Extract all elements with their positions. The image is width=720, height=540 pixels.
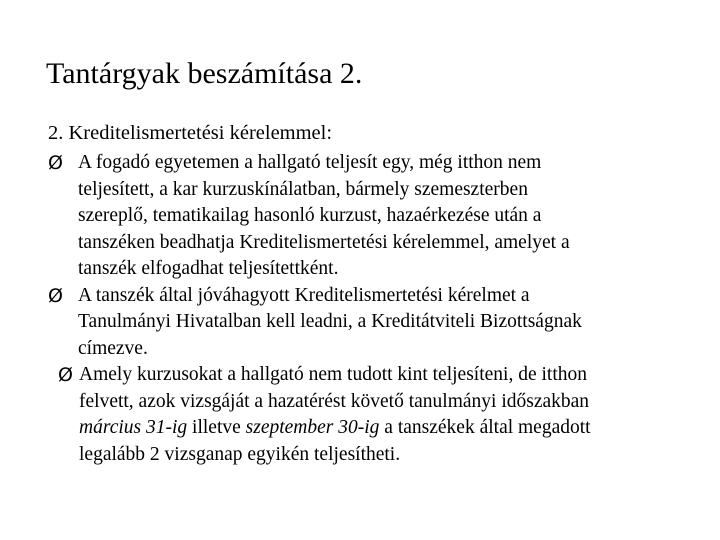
bullet-list	[46, 150, 696, 468]
bullet-item	[46, 362, 696, 468]
section-heading: 2. Kreditelismertetési kérelemmel:	[48, 122, 333, 144]
bullet-text-line: tanszék elfogadhat teljesítettként.	[78, 258, 339, 279]
bullet-text-rest: a tanszékek által megadott	[379, 417, 591, 438]
bullet-text-line: címezve.	[78, 337, 148, 359]
bullet-text-line: felvett, azok vizsgáját a hazatérést követő tanulmányi időszakban	[79, 390, 590, 412]
bullet-text-line: legalább 2 vizsganap egyikén teljesítheti.	[79, 443, 401, 465]
connector-text: illetve	[187, 417, 246, 438]
deadline-spring: március 31-ig	[79, 417, 188, 438]
arrow-right-icon: Ø	[48, 284, 63, 307]
bullet-text-line: szereplő, tematikailag hasonló kurzust, hazaérkezése után a	[78, 205, 542, 226]
arrow-right-icon: Ø	[58, 364, 73, 386]
bullet-text-line: A tanszék által jóváhagyott Kreditelismertetési kérelmet a	[78, 284, 530, 306]
arrow-right-icon: Ø	[48, 152, 63, 174]
bullet-text-line: teljesített, a kar kurzuskínálatban, bármely szemeszterben	[78, 178, 528, 200]
bullet-text-line: tanszéken beadhatja Kreditelismertetési kérelemmel, amelyet a	[78, 231, 570, 253]
deadline-autumn: szeptember 30-ig	[245, 417, 380, 438]
bullet-text-line	[79, 415, 696, 442]
bullet-text-line: Tanulmányi Hivatalban kell leadni, a Kreditátviteli Bizottságnak	[78, 311, 582, 332]
bullet-text-line: A fogadó egyetemen a hallgató teljesít egy, még itthon nem	[78, 152, 542, 173]
bullet-text-line: Amely kurzusokat a hallgató nem tudott kint teljesíteni, de itthon	[79, 364, 587, 385]
slide-title: Tantárgyak beszámítása 2.	[46, 57, 363, 90]
bullet-item	[46, 150, 696, 283]
bullet-item	[46, 283, 696, 363]
